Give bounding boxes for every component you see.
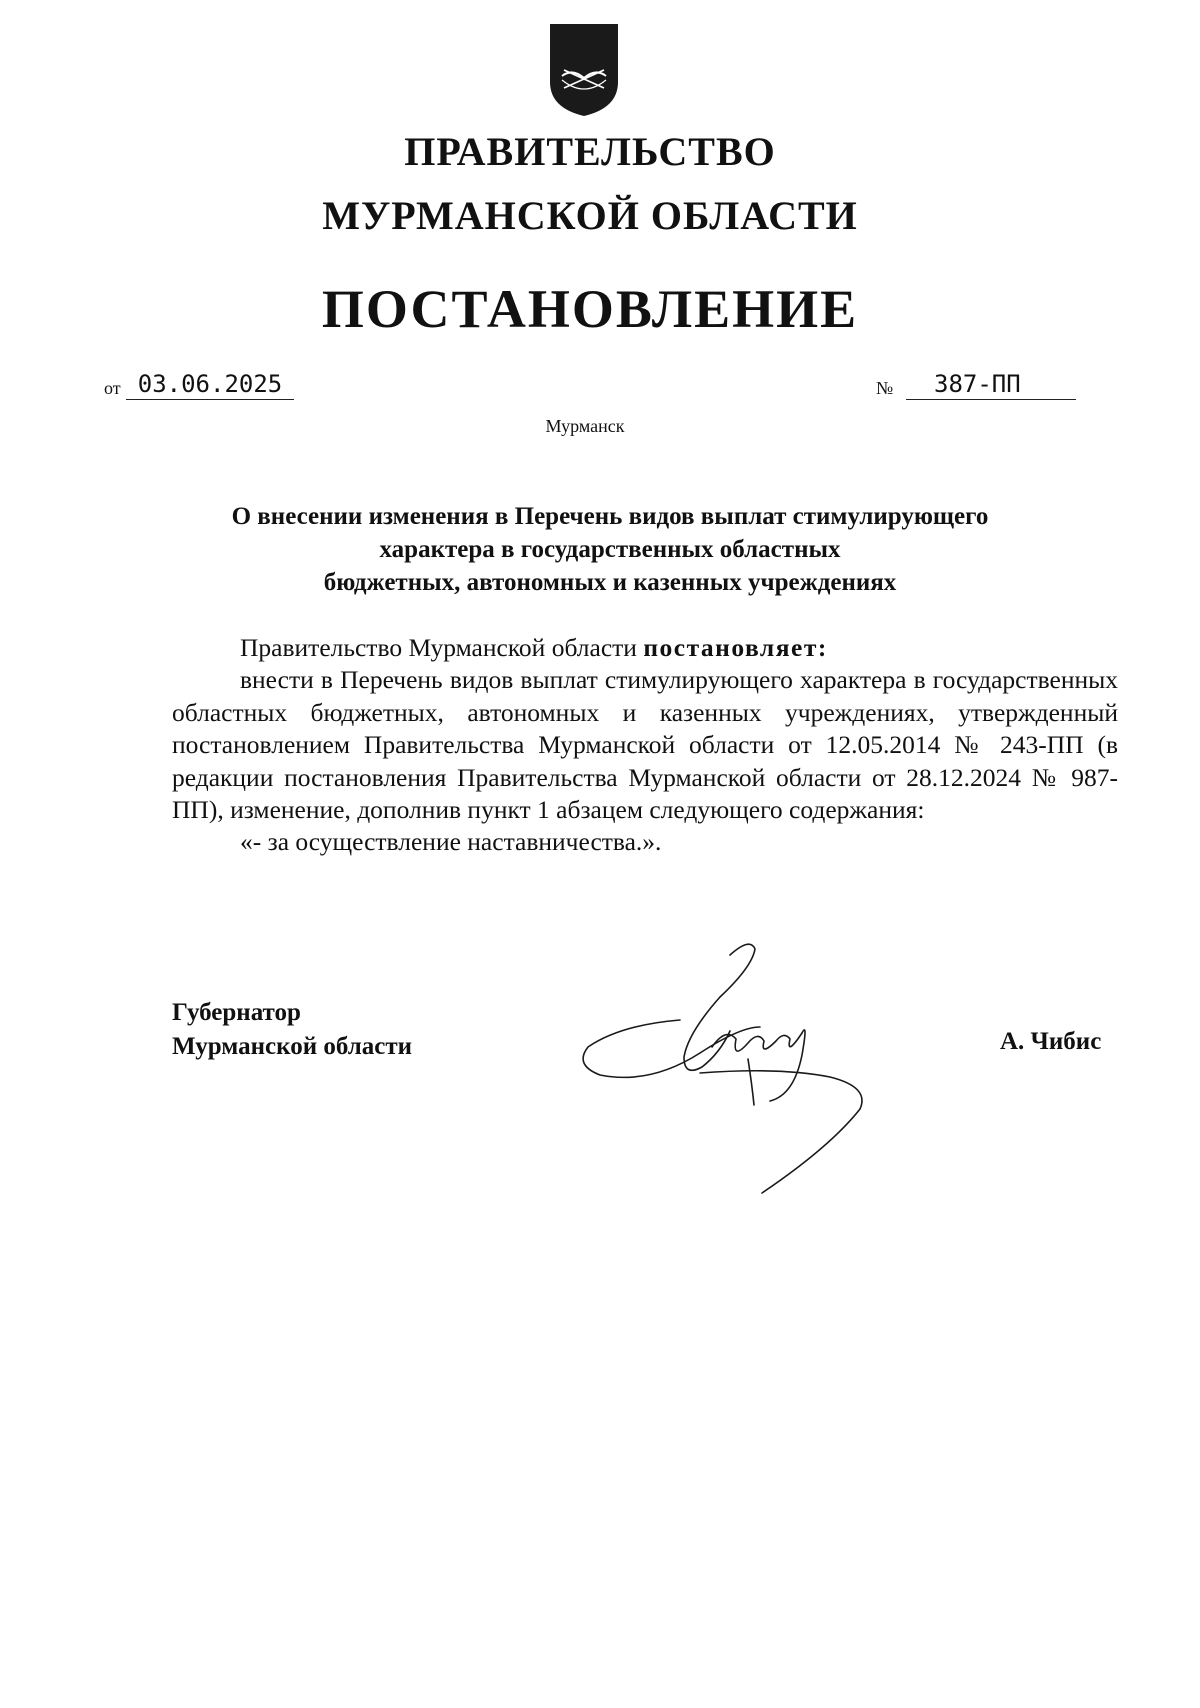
signatory-title — [172, 996, 412, 1064]
signatory-name: А. Чибис — [1000, 1028, 1102, 1055]
authority-name-line2: МУРМАНСКОЙ ОБЛАСТИ — [322, 193, 858, 238]
date-prefix: от — [104, 378, 121, 398]
document-subject — [150, 500, 1070, 599]
number-prefix: № — [876, 378, 894, 398]
body-intro — [172, 632, 1118, 664]
subject-line: О внесении изменения в Перечень видов выплат стимулирующего — [231, 503, 989, 530]
document-date — [104, 370, 283, 399]
subject-line: бюджетных, автономных и казенных учреждениях — [323, 569, 897, 596]
document-city: Мурманск — [545, 416, 625, 436]
document-type: ПОСТАНОВЛЕНИЕ — [321, 279, 859, 339]
body-main-paragraph: внести в Перечень видов выплат стимулирующего характера в государственных областных бюджетных, автономных и казенных учреждениях, утвержденный постановлением Правительства Мурманской области от 12.05.2014 № 243-ПП (в редакции постановления Правительства Мурманской области от 28.12.2024 № 987-ПП), изменение, дополнив пункт 1 абзацем следующего содержания: — [172, 665, 1118, 825]
handwritten-signature — [580, 935, 910, 1205]
date-value: 03.06.2025 — [126, 370, 294, 400]
signatory-title-line: Мурманской области — [172, 1033, 413, 1060]
subject-line: характера в государственных областных — [379, 536, 841, 563]
body-quote: «- за осуществление наставничества.». — [240, 827, 662, 857]
authority-name-line1: ПРАВИТЕЛЬСТВО — [404, 129, 776, 174]
document-body — [172, 632, 1118, 859]
signatory-title-line: Губернатор — [172, 999, 301, 1026]
intro-text: Правительство Мурманской области — [240, 633, 644, 662]
number-value: 387-ПП — [906, 370, 1076, 400]
coat-of-arms-icon — [548, 22, 620, 118]
intro-bold: постановляет: — [643, 633, 828, 662]
document-number — [876, 370, 1021, 399]
